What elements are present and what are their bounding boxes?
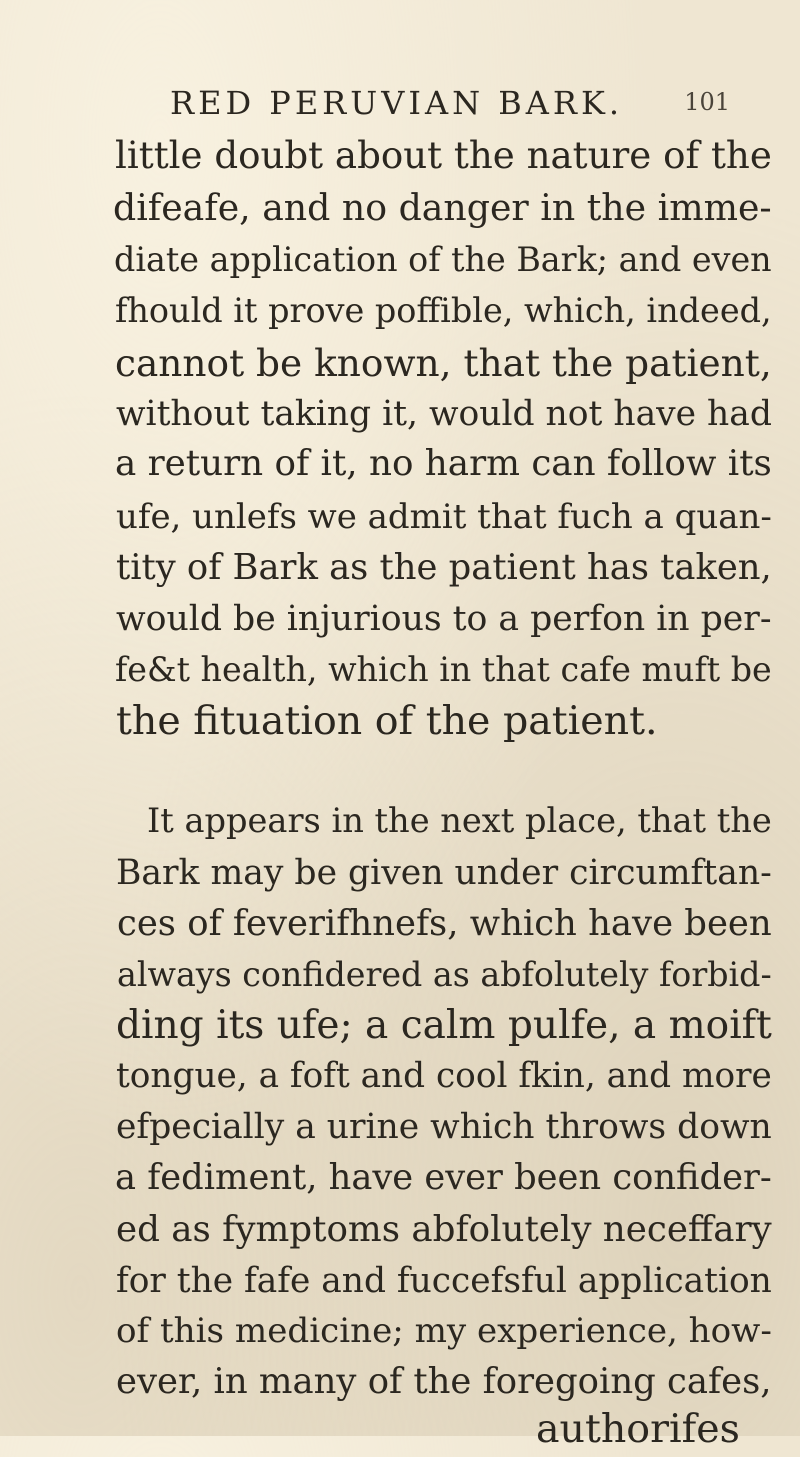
text-line: ces of feverifhnefs, which have been [117,903,772,944]
text-line: the fituation of the patient. [116,698,658,744]
text-line: It appears in the next place, that the [147,801,772,840]
page-number: 101 [684,88,730,116]
text-line: a fediment, have ever been confider- [115,1157,772,1198]
text-line: of this medicine; my experience, how- [116,1311,772,1351]
text-line: little doubt about the nature of the [115,134,772,177]
text-line: without taking it, would not have had [116,394,772,434]
text-line: efpecially a urine which throws down [116,1107,772,1147]
text-line: ever, in many of the foregoing cafes, [116,1361,772,1402]
text-line: diate application of the Bark; and even [114,240,772,279]
text-line: tongue, a foft and cool fkin, and more [116,1056,772,1096]
text-line: Bark may be given under circumftan- [116,853,772,893]
text-line: ufe, unlefs we admit that fuch a quan- [116,497,772,537]
text-line: difeafe, and no danger in the imme- [113,186,772,229]
running-title: RED PERUVIAN BARK. [170,84,624,122]
text-line: tity of Bark as the patient has taken, [116,547,772,588]
text-line: always confidered as abfolutely forbid- [117,955,772,994]
text-line: fhould it prove poffible, which, indeed, [115,291,772,330]
text-line: ding its ufe; a calm pulfe, a moift [116,1003,772,1048]
text-line: ed as fymptoms abfolutely neceffary [116,1209,772,1250]
text-line: for the fafe and fuccefsful application [116,1261,772,1301]
text-line: a return of it, no harm can follow its [115,443,772,484]
text-line: fe&t health, which in that cafe muft be [115,650,772,689]
text-line: would be injurious to a perfon in per- [116,599,772,639]
text-line: cannot be known, that the patient, [115,341,772,385]
catchword: authorifes [536,1406,740,1452]
running-head [170,84,730,124]
